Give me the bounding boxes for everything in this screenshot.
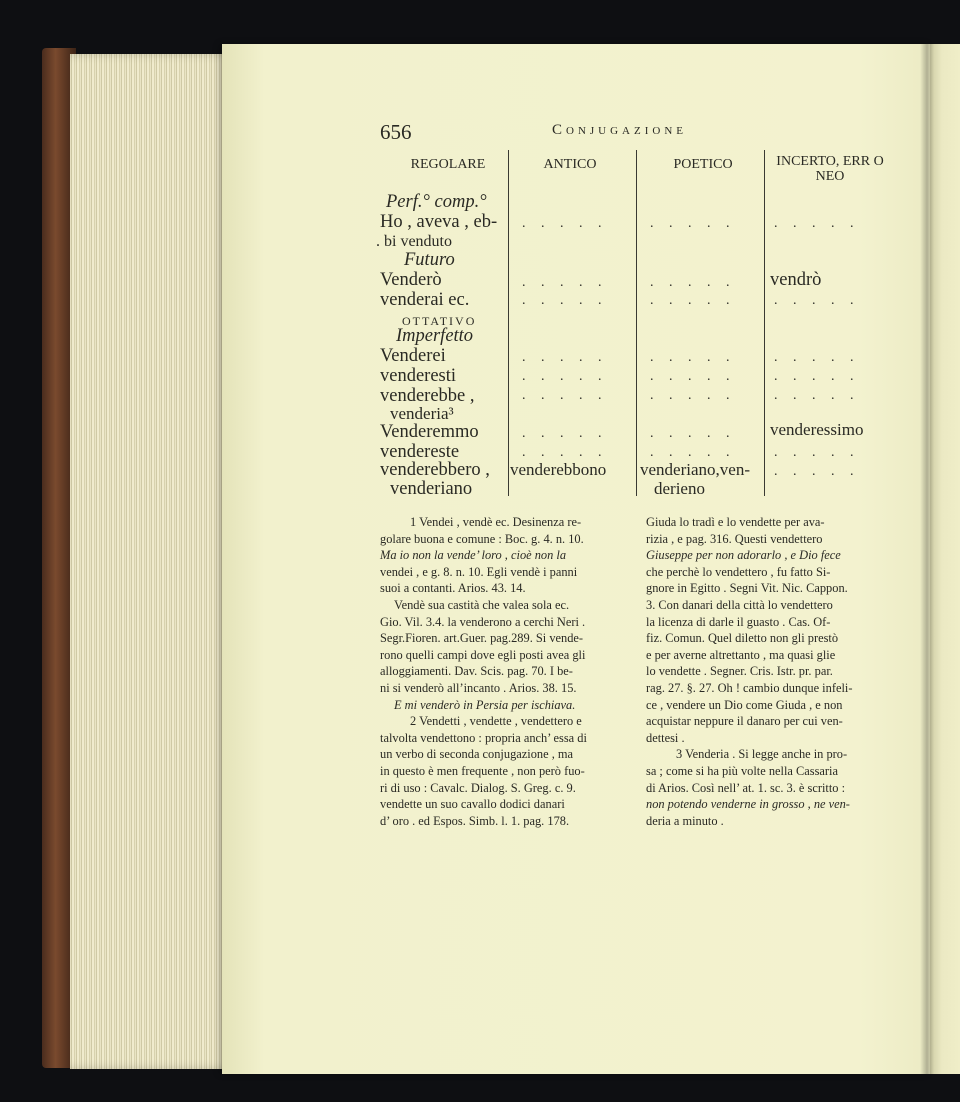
- footnote-line: ni si venderò all’incanto . Arios. 38. 15.: [380, 680, 577, 695]
- footnote-line: Segr.Fioren. art.Guer. pag.289. Si vende-: [380, 631, 584, 646]
- cell-vendereste: vendereste: [380, 442, 460, 462]
- column-header-poetico: POETICO: [673, 157, 733, 172]
- incerto-venderessimo: venderessimo: [770, 420, 864, 439]
- antico-dots-vendero: . . . . .: [522, 275, 608, 290]
- footnote-line: vendette un suo cavallo dodici danari: [380, 797, 565, 812]
- footnote-line: alloggiamenti. Dav. Scis. pag. 70. I be-: [380, 664, 573, 679]
- heading-perfetto-composto: Perf.° comp.°: [386, 192, 487, 212]
- incerto-dots-venderesti: . . . . .: [774, 369, 860, 384]
- footnote-line: rag. 27. §. 27. Oh ! cambio dunque infeli-: [646, 680, 853, 695]
- footnote-line: di Arios. Così nell’ at. 1. sc. 3. è scritto :: [646, 780, 846, 795]
- cell-perfetto-line2: . bi venduto: [376, 233, 452, 250]
- antico-dots-vendereste: . . . . .: [522, 445, 608, 460]
- antico-dots-perfetto: . . . . .: [522, 216, 608, 231]
- footnote-line: che perchè lo vendettero , fu fatto Si-: [646, 564, 831, 579]
- footnote-line: dettesi .: [646, 730, 685, 745]
- running-title: Conjugazione: [552, 122, 687, 138]
- footnote-line: acquistar neppure il danaro per cui ven-: [646, 714, 843, 729]
- footnote-line: vendei , e g. 8. n. 10. Egli vendè i panni: [380, 564, 578, 579]
- antico-venderebbono: venderebbono: [510, 460, 607, 479]
- column-rule-3: [764, 150, 765, 496]
- column-header-incerto-line1: INCERTO, ERR O: [776, 154, 884, 169]
- footnote-line: e per averne altrettanto , ma quasi glie: [646, 647, 836, 662]
- footnote-line: d’ oro . ed Espos. Simb. l. 1. pag. 178.: [380, 813, 570, 828]
- heading-futuro: Futuro: [404, 250, 455, 270]
- poetico-dots-venderebbe: . . . . .: [650, 388, 736, 403]
- cell-perfetto-line1: Ho , aveva , eb-: [380, 212, 498, 232]
- footnote-line: rizia , e pag. 316. Questi vendettero: [646, 531, 823, 546]
- cell-venderesti: venderesti: [380, 366, 457, 386]
- page-number: 656: [380, 120, 412, 144]
- footnote-line: rono quelli campi dove egli posti avea gli: [380, 647, 586, 662]
- cell-venderei: Venderei: [380, 346, 446, 366]
- footnote-line: la licenza di darle il guasto . Cas. Of-: [646, 614, 831, 629]
- column-header-regolare: REGOLARE: [410, 157, 486, 172]
- antico-dots-venderemmo: . . . . .: [522, 426, 608, 441]
- page-edges: [70, 54, 240, 1069]
- incerto-dots-vendereste: . . . . .: [774, 445, 860, 460]
- footnote-line: 3. Con danari della città lo vendettero: [646, 597, 833, 612]
- cell-venderemmo: Venderemmo: [380, 422, 479, 442]
- poetico-dots-venderai: . . . . .: [650, 293, 736, 308]
- footnote-line: 1 Vendei , vendè ec. Desinenza re-: [410, 515, 582, 529]
- footnote-line: golare buona e comune : Boc. g. 4. n. 10.: [380, 531, 584, 546]
- cell-venderebbero: venderebbero ,: [380, 460, 490, 480]
- antico-dots-venderei: . . . . .: [522, 350, 608, 365]
- cell-venderia: venderia³: [390, 404, 454, 423]
- footnote-line: fiz. Comun. Quel diletto non gli prestò: [646, 631, 839, 646]
- footnote-line: suoi a contanti. Arios. 43. 14.: [380, 581, 526, 596]
- footnote-line: sa ; come si ha più volte nella Cassaria: [646, 763, 839, 778]
- incerto-dots-venderebbero: . . . . .: [774, 464, 860, 479]
- cell-venderebbe: venderebbe ,: [380, 386, 475, 406]
- cell-venderai: venderai ec.: [380, 290, 470, 310]
- poetico-dots-venderemmo: . . . . .: [650, 426, 736, 441]
- footnote-line: 2 Vendetti , vendette , vendettero e: [410, 714, 582, 729]
- footnote-line: ce , vendere un Dio come Giuda , e non: [646, 697, 843, 712]
- footnote-line: non potendo venderne in grosso , ne ven-: [646, 797, 850, 812]
- heading-imperfetto: Imperfetto: [396, 326, 474, 346]
- incerto-dots-venderei: . . . . .: [774, 350, 860, 365]
- column-header-incerto-line2: NEO: [815, 169, 845, 184]
- facing-page-edge: [930, 44, 960, 1074]
- footnote-line: ri di uso : Cavalc. Dialog. S. Greg. c. 9.: [380, 780, 576, 795]
- incerto-vendro: vendrò: [770, 270, 822, 290]
- antico-dots-venderai: . . . . .: [522, 293, 608, 308]
- incerto-dots-venderebbe: . . . . .: [774, 388, 860, 403]
- antico-dots-venderesti: . . . . .: [522, 369, 608, 384]
- incerto-dots-perfetto: . . . . .: [774, 216, 860, 231]
- footnotes-left-column: [380, 514, 630, 829]
- poetico-dots-vendereste: . . . . .: [650, 445, 736, 460]
- heading-ottativo: OTTATIVO: [402, 314, 477, 328]
- cell-vendero: Venderò: [380, 270, 442, 290]
- footnote-line: talvolta vendettono : propria anch’ essa di: [380, 730, 587, 745]
- incerto-dots-venderai: . . . . .: [774, 293, 860, 308]
- footnote-line: lo vendette . Segner. Cris. Istr. pr. par.: [646, 664, 833, 679]
- gutter-shadow: [920, 44, 934, 1074]
- poetico-dots-venderesti: . . . . .: [650, 369, 736, 384]
- poetico-venderiano-line1: venderiano,ven-: [640, 460, 750, 479]
- cell-venderiano: venderiano: [390, 479, 473, 499]
- poetico-dots-vendero: . . . . .: [650, 275, 736, 290]
- footnote-line: E mi venderò in Persia per ischiava.: [394, 697, 576, 712]
- footnote-line: deria a minuto .: [646, 813, 724, 828]
- footnote-line: in questo è men frequente , non però fuo-: [380, 763, 585, 778]
- footnote-line: Giuseppe per non adorarlo , e Dio fece: [646, 548, 841, 563]
- column-header-antico: ANTICO: [543, 157, 597, 172]
- poetico-venderiano-line2: derieno: [654, 479, 705, 498]
- poetico-dots-perfetto: . . . . .: [650, 216, 736, 231]
- footnote-line: un verbo di seconda conjugazione , ma: [380, 747, 574, 762]
- column-rule-1: [508, 150, 509, 496]
- footnote-line: Ma io non la vende’ loro , cioè non la: [380, 548, 567, 563]
- column-rule-2: [636, 150, 637, 496]
- footnote-line: gnore in Egitto . Segni Vit. Nic. Cappon.: [646, 581, 848, 596]
- footnotes-right-column: [646, 514, 894, 829]
- footnote-line: 3 Venderia . Si legge anche in pro-: [676, 747, 848, 762]
- poetico-dots-venderei: . . . . .: [650, 350, 736, 365]
- footnote-line: Vendè sua castità che valea sola ec.: [394, 597, 570, 612]
- column-header-incerto: [768, 154, 892, 184]
- footnote-line: Giuda lo tradì e lo vendette per ava-: [646, 515, 825, 529]
- footnote-line: Gio. Vil. 3.4. la venderono a cerchi Neri .: [380, 614, 586, 629]
- antico-dots-venderebbe: . . . . .: [522, 388, 608, 403]
